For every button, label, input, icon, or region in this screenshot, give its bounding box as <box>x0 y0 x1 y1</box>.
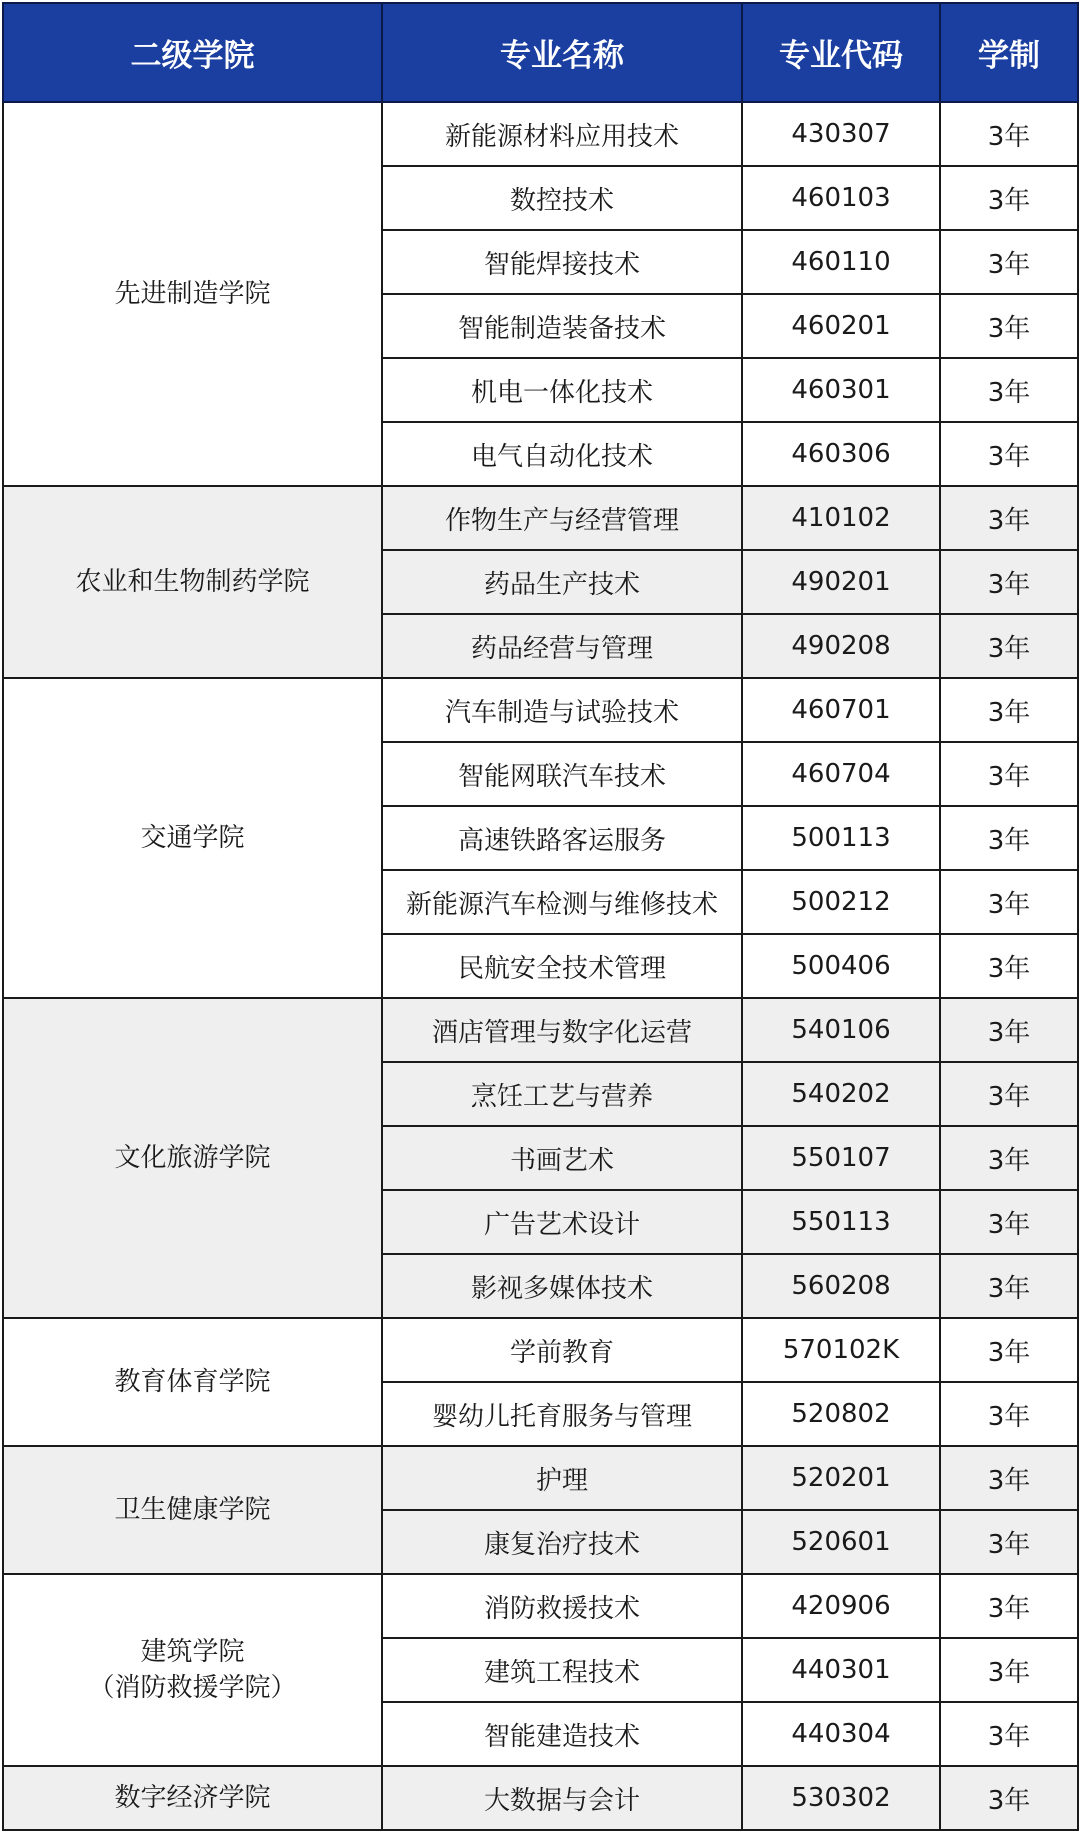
college-name: 教育体育学院 <box>114 1367 271 1397</box>
major-code-cell: 550107 <box>742 1126 940 1190</box>
major-name-cell: 药品经营与管理 <box>382 614 742 678</box>
major-name-cell: 康复治疗技术 <box>382 1510 742 1574</box>
major-code-cell: 540202 <box>742 1062 940 1126</box>
major-code-cell: 520601 <box>742 1510 940 1574</box>
college-name: 交通学院 <box>140 823 245 853</box>
college-cell <box>3 998 382 1318</box>
major-name-cell: 影视多媒体技术 <box>382 1254 742 1318</box>
table-row <box>3 1318 1078 1382</box>
table-row <box>3 486 1078 550</box>
duration-cell: 3年 <box>940 166 1078 230</box>
major-code-cell: 410102 <box>742 486 940 550</box>
duration-cell: 3年 <box>940 1062 1078 1126</box>
major-code-cell: 520201 <box>742 1446 940 1510</box>
major-code-cell: 460110 <box>742 230 940 294</box>
duration-cell: 3年 <box>940 998 1078 1062</box>
major-code-cell: 490208 <box>742 614 940 678</box>
major-code-cell: 460301 <box>742 358 940 422</box>
college-name: 卫生健康学院 <box>114 1495 271 1525</box>
duration-cell: 3年 <box>940 422 1078 486</box>
major-code-cell: 460103 <box>742 166 940 230</box>
college-cell <box>3 486 382 678</box>
table-header-row <box>3 3 1078 102</box>
major-code-cell: 440304 <box>742 1702 940 1766</box>
major-name-cell: 书画艺术 <box>382 1126 742 1190</box>
major-name-cell: 婴幼儿托育服务与管理 <box>382 1382 742 1446</box>
major-name-cell: 智能网联汽车技术 <box>382 742 742 806</box>
duration-cell: 3年 <box>940 806 1078 870</box>
major-code-cell: 570102K <box>742 1318 940 1382</box>
college-cell <box>3 1574 382 1766</box>
major-code-cell: 460201 <box>742 294 940 358</box>
major-code-cell: 550113 <box>742 1190 940 1254</box>
duration-cell: 3年 <box>940 102 1078 166</box>
table-row <box>3 678 1078 742</box>
header-college: 二级学院 <box>3 3 382 102</box>
duration-cell: 3年 <box>940 1766 1078 1830</box>
duration-cell: 3年 <box>940 1446 1078 1510</box>
major-code-cell: 500406 <box>742 934 940 998</box>
major-name-cell: 智能制造装备技术 <box>382 294 742 358</box>
major-name-cell: 学前教育 <box>382 1318 742 1382</box>
major-name-cell: 新能源材料应用技术 <box>382 102 742 166</box>
college-name: 农业和生物制药学院 <box>75 567 310 597</box>
duration-cell: 3年 <box>940 678 1078 742</box>
college-cell <box>3 678 382 998</box>
major-name-cell: 汽车制造与试验技术 <box>382 678 742 742</box>
table-row <box>3 1766 1078 1830</box>
major-code-cell: 430307 <box>742 102 940 166</box>
duration-cell: 3年 <box>940 358 1078 422</box>
major-code-cell: 500113 <box>742 806 940 870</box>
duration-cell: 3年 <box>940 1318 1078 1382</box>
header-duration: 学制 <box>940 3 1078 102</box>
duration-cell: 3年 <box>940 1126 1078 1190</box>
major-code-cell: 460701 <box>742 678 940 742</box>
table-row <box>3 1574 1078 1638</box>
duration-cell: 3年 <box>940 742 1078 806</box>
major-name-cell: 作物生产与经营管理 <box>382 486 742 550</box>
college-cell <box>3 1446 382 1574</box>
college-name: 文化旅游学院 <box>114 1143 271 1173</box>
duration-cell: 3年 <box>940 1382 1078 1446</box>
major-code-cell: 460306 <box>742 422 940 486</box>
table-row <box>3 102 1078 166</box>
major-name-cell: 民航安全技术管理 <box>382 934 742 998</box>
college-name: 先进制造学院 <box>114 279 271 309</box>
table-row <box>3 998 1078 1062</box>
college-name: 建筑学院 <box>140 1637 245 1667</box>
duration-cell: 3年 <box>940 870 1078 934</box>
duration-cell: 3年 <box>940 550 1078 614</box>
major-name-cell: 数控技术 <box>382 166 742 230</box>
duration-cell: 3年 <box>940 230 1078 294</box>
major-code-cell: 540106 <box>742 998 940 1062</box>
major-name-cell: 消防救援技术 <box>382 1574 742 1638</box>
major-code-cell: 460704 <box>742 742 940 806</box>
major-code-cell: 490201 <box>742 550 940 614</box>
duration-cell: 3年 <box>940 1574 1078 1638</box>
college-cell <box>3 1318 382 1446</box>
major-name-cell: 机电一体化技术 <box>382 358 742 422</box>
major-name-cell: 智能焊接技术 <box>382 230 742 294</box>
college-name-line2: （消防救援学院） <box>88 1673 297 1703</box>
major-name-cell: 大数据与会计 <box>382 1766 742 1830</box>
duration-cell: 3年 <box>940 1510 1078 1574</box>
duration-cell: 3年 <box>940 934 1078 998</box>
major-code-cell: 440301 <box>742 1638 940 1702</box>
table-row <box>3 1446 1078 1510</box>
college-cell <box>3 102 382 486</box>
major-code-cell: 420906 <box>742 1574 940 1638</box>
major-name-cell: 智能建造技术 <box>382 1702 742 1766</box>
major-name-cell: 建筑工程技术 <box>382 1638 742 1702</box>
duration-cell: 3年 <box>940 1702 1078 1766</box>
major-name-cell: 烹饪工艺与营养 <box>382 1062 742 1126</box>
major-name-cell: 广告艺术设计 <box>382 1190 742 1254</box>
major-code-cell: 520802 <box>742 1382 940 1446</box>
major-name-cell: 药品生产技术 <box>382 550 742 614</box>
duration-cell: 3年 <box>940 486 1078 550</box>
major-code-cell: 500212 <box>742 870 940 934</box>
header-major: 专业名称 <box>382 3 742 102</box>
major-code-cell: 530302 <box>742 1766 940 1830</box>
duration-cell: 3年 <box>940 1638 1078 1702</box>
college-cell <box>3 1766 382 1830</box>
majors-table <box>2 2 1079 1831</box>
major-code-cell: 560208 <box>742 1254 940 1318</box>
major-name-cell: 护理 <box>382 1446 742 1510</box>
header-code: 专业代码 <box>742 3 940 102</box>
duration-cell: 3年 <box>940 1190 1078 1254</box>
duration-cell: 3年 <box>940 294 1078 358</box>
duration-cell: 3年 <box>940 614 1078 678</box>
major-name-cell: 酒店管理与数字化运营 <box>382 998 742 1062</box>
major-name-cell: 新能源汽车检测与维修技术 <box>382 870 742 934</box>
college-name: 数字经济学院 <box>114 1783 271 1813</box>
duration-cell: 3年 <box>940 1254 1078 1318</box>
major-name-cell: 高速铁路客运服务 <box>382 806 742 870</box>
major-name-cell: 电气自动化技术 <box>382 422 742 486</box>
table-body <box>3 102 1078 1830</box>
